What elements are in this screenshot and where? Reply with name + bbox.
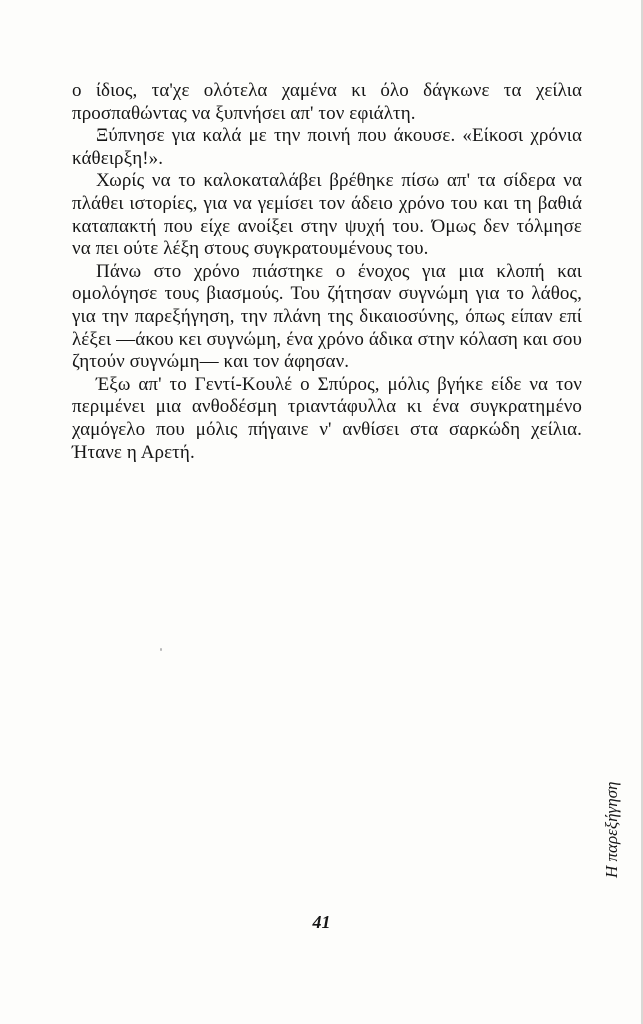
- paragraph-1: ο ίδιος, τα'χε ολότελα χαμένα κι όλο δάγκωνε τα χείλια προσπαθώντας να ξυπνήσει απ' τον εφιάλτη.: [72, 80, 582, 124]
- paragraph-2: Ξύπνησε για καλά με την ποινή που άκουσε. «Είκοσι χρόνια κάθειρξη!».: [72, 125, 582, 169]
- page-number: 41: [312, 912, 331, 932]
- paragraph-3: Χωρίς να το καλοκαταλάβει βρέθηκε πίσω απ' τα σίδερα να πλάθει ιστορίες, για να γεμίσει τον άδειο χρόνο του και τη βαθιά καταπακτή που είχε ανοίξει στην ψυχή του. Όμως δεν τόλμησε να πει ούτε λέξη στους συγκρατουμένους του.: [72, 170, 582, 260]
- paragraph-5: Έξω απ' το Γεντί-Κουλέ ο Σπύρος, μόλις βγήκε είδε να τον περιμένει μια ανθοδέσμη τριαντάφυλλα κι ένα συγκρατημένο χαμόγελο που μόλις πήγαινε ν' ανθίσει στα σαρκώδη χείλια. Ήτανε η Αρετή.: [72, 373, 582, 463]
- body-text: [72, 80, 582, 464]
- paragraph-4: Πάνω στο χρόνο πιάστηκε ο ένοχος για μια κλοπή και ομολόγησε τους βιασμούς. Του ζήτησαν συγνώμη για το λάθος, για την παρεξήγηση, την πλάνη της δικαιοσύνης, όπως είπαν επί λέξει —άκου κει συγνώμη, ένα χρόνο άδικα στην κόλαση και σου ζητούν συγνώμη— και τον άφησαν.: [72, 260, 582, 373]
- running-title: Η παρεξήγηση: [602, 781, 621, 878]
- print-speck: [160, 648, 162, 651]
